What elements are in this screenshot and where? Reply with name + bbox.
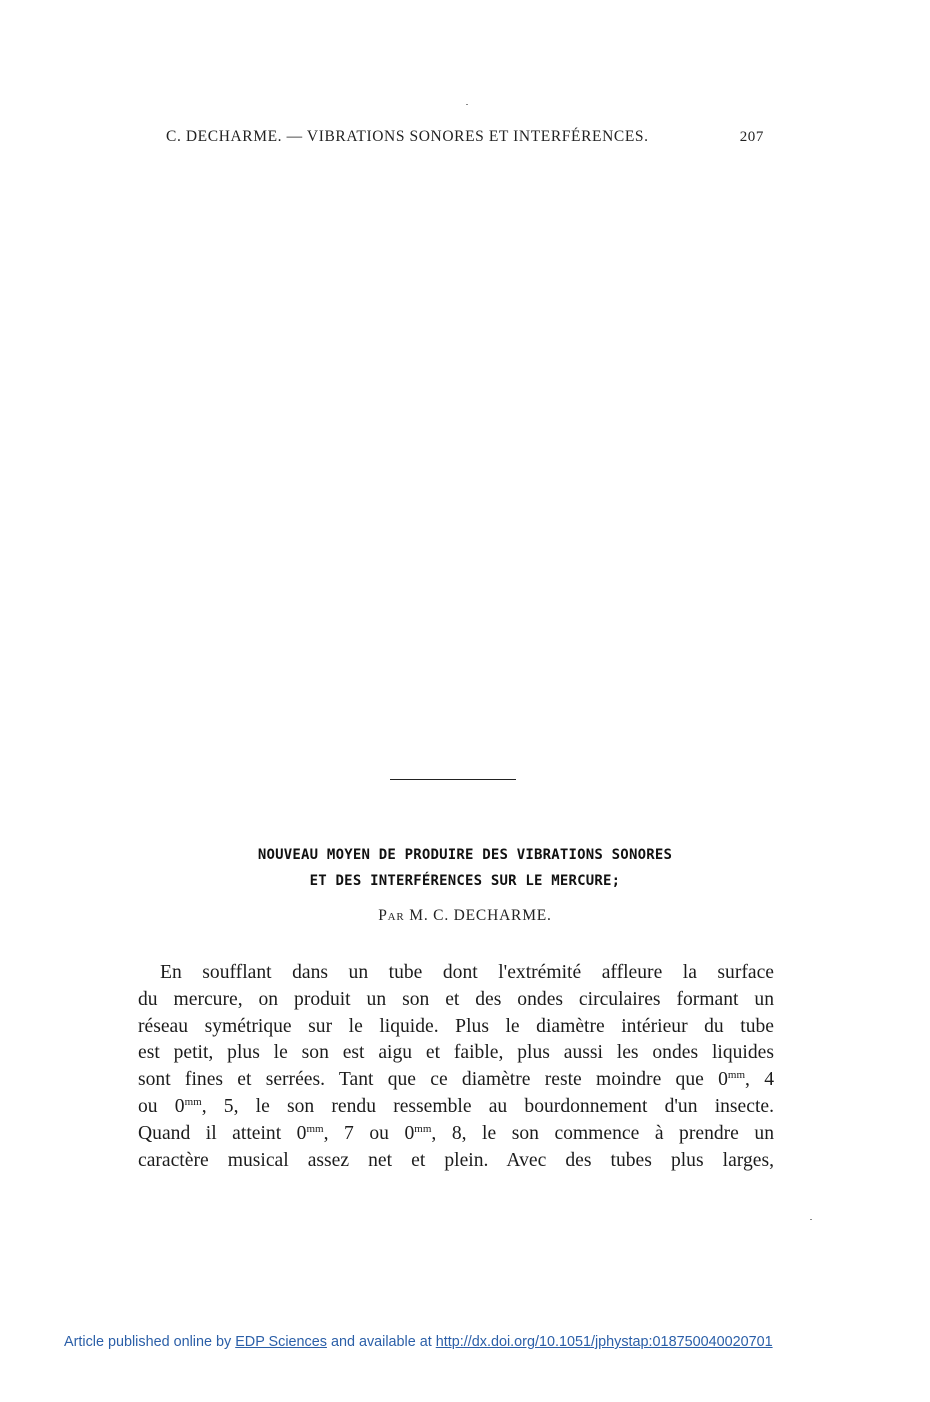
footer-prefix: Article published online by bbox=[64, 1334, 232, 1350]
unit-superscript: mm bbox=[414, 1122, 432, 1135]
page-number: 207 bbox=[739, 129, 764, 145]
unit-superscript: mm bbox=[184, 1095, 202, 1108]
footer-middle: and available at bbox=[330, 1334, 432, 1350]
body-line-4: est petit, plus le son est aigu et faible, plus aussi les ondes liquides bbox=[138, 1042, 774, 1064]
body-paragraph bbox=[138, 960, 774, 1174]
article-title bbox=[130, 842, 800, 894]
body-line-2: du mercure, on produit un son et des ondes circulaires formant un bbox=[138, 988, 774, 1010]
body-line-7a: Quand il atteint 0 bbox=[138, 1122, 307, 1144]
body-line-6 bbox=[138, 1094, 774, 1121]
scan-speck bbox=[810, 1219, 812, 1220]
body-line-3: réseau symétrique sur le liquide. Plus le diamètre intérieur du tube bbox=[138, 1015, 774, 1037]
byline-author: M. C. DECHARME. bbox=[409, 907, 552, 924]
body-line-6a: ou 0 bbox=[138, 1095, 185, 1117]
byline-prefix: Par bbox=[378, 907, 405, 924]
doi-link[interactable]: http://dx.doi.org/10.1051/jphystap:018750040020701 bbox=[435, 1334, 773, 1350]
unit-superscript: mm bbox=[306, 1122, 324, 1135]
body-line-7b: , 7 ou 0 bbox=[323, 1122, 415, 1144]
body-line-7 bbox=[138, 1121, 774, 1148]
title-line-2: ET DES INTERFÉRENCES SUR LE MERCURE; bbox=[309, 873, 621, 889]
scan-speck bbox=[466, 104, 468, 105]
publication-footer bbox=[64, 1334, 864, 1350]
unit-superscript: mm bbox=[727, 1069, 746, 1082]
body-line-5b: , 4 bbox=[745, 1069, 775, 1091]
body-line-7c: , 8, le son commence à prendre un bbox=[431, 1122, 775, 1144]
body-line-5a: sont fines et serrées. Tant que ce diamètre reste moindre que 0 bbox=[138, 1069, 728, 1091]
body-line-5 bbox=[138, 1067, 774, 1094]
title-line-1: NOUVEAU MOYEN DE PRODUIRE DES VIBRATIONS SONORES bbox=[257, 847, 673, 863]
section-divider bbox=[390, 779, 516, 780]
body-line-1: En soufflant dans un tube dont l'extrémité affleure la surface bbox=[160, 962, 774, 983]
running-title: C. DECHARME. — VIBRATIONS SONORES ET INTERFÉRENCES. bbox=[166, 128, 649, 145]
body-line-8: caractère musical assez net et plein. Avec des tubes plus larges, bbox=[138, 1149, 774, 1171]
body-line-6b: , 5, le son rendu ressemble au bourdonnement d'un insecte. bbox=[201, 1095, 774, 1117]
byline bbox=[130, 907, 800, 925]
publisher-link[interactable]: EDP Sciences bbox=[235, 1334, 327, 1350]
running-head bbox=[160, 128, 770, 150]
